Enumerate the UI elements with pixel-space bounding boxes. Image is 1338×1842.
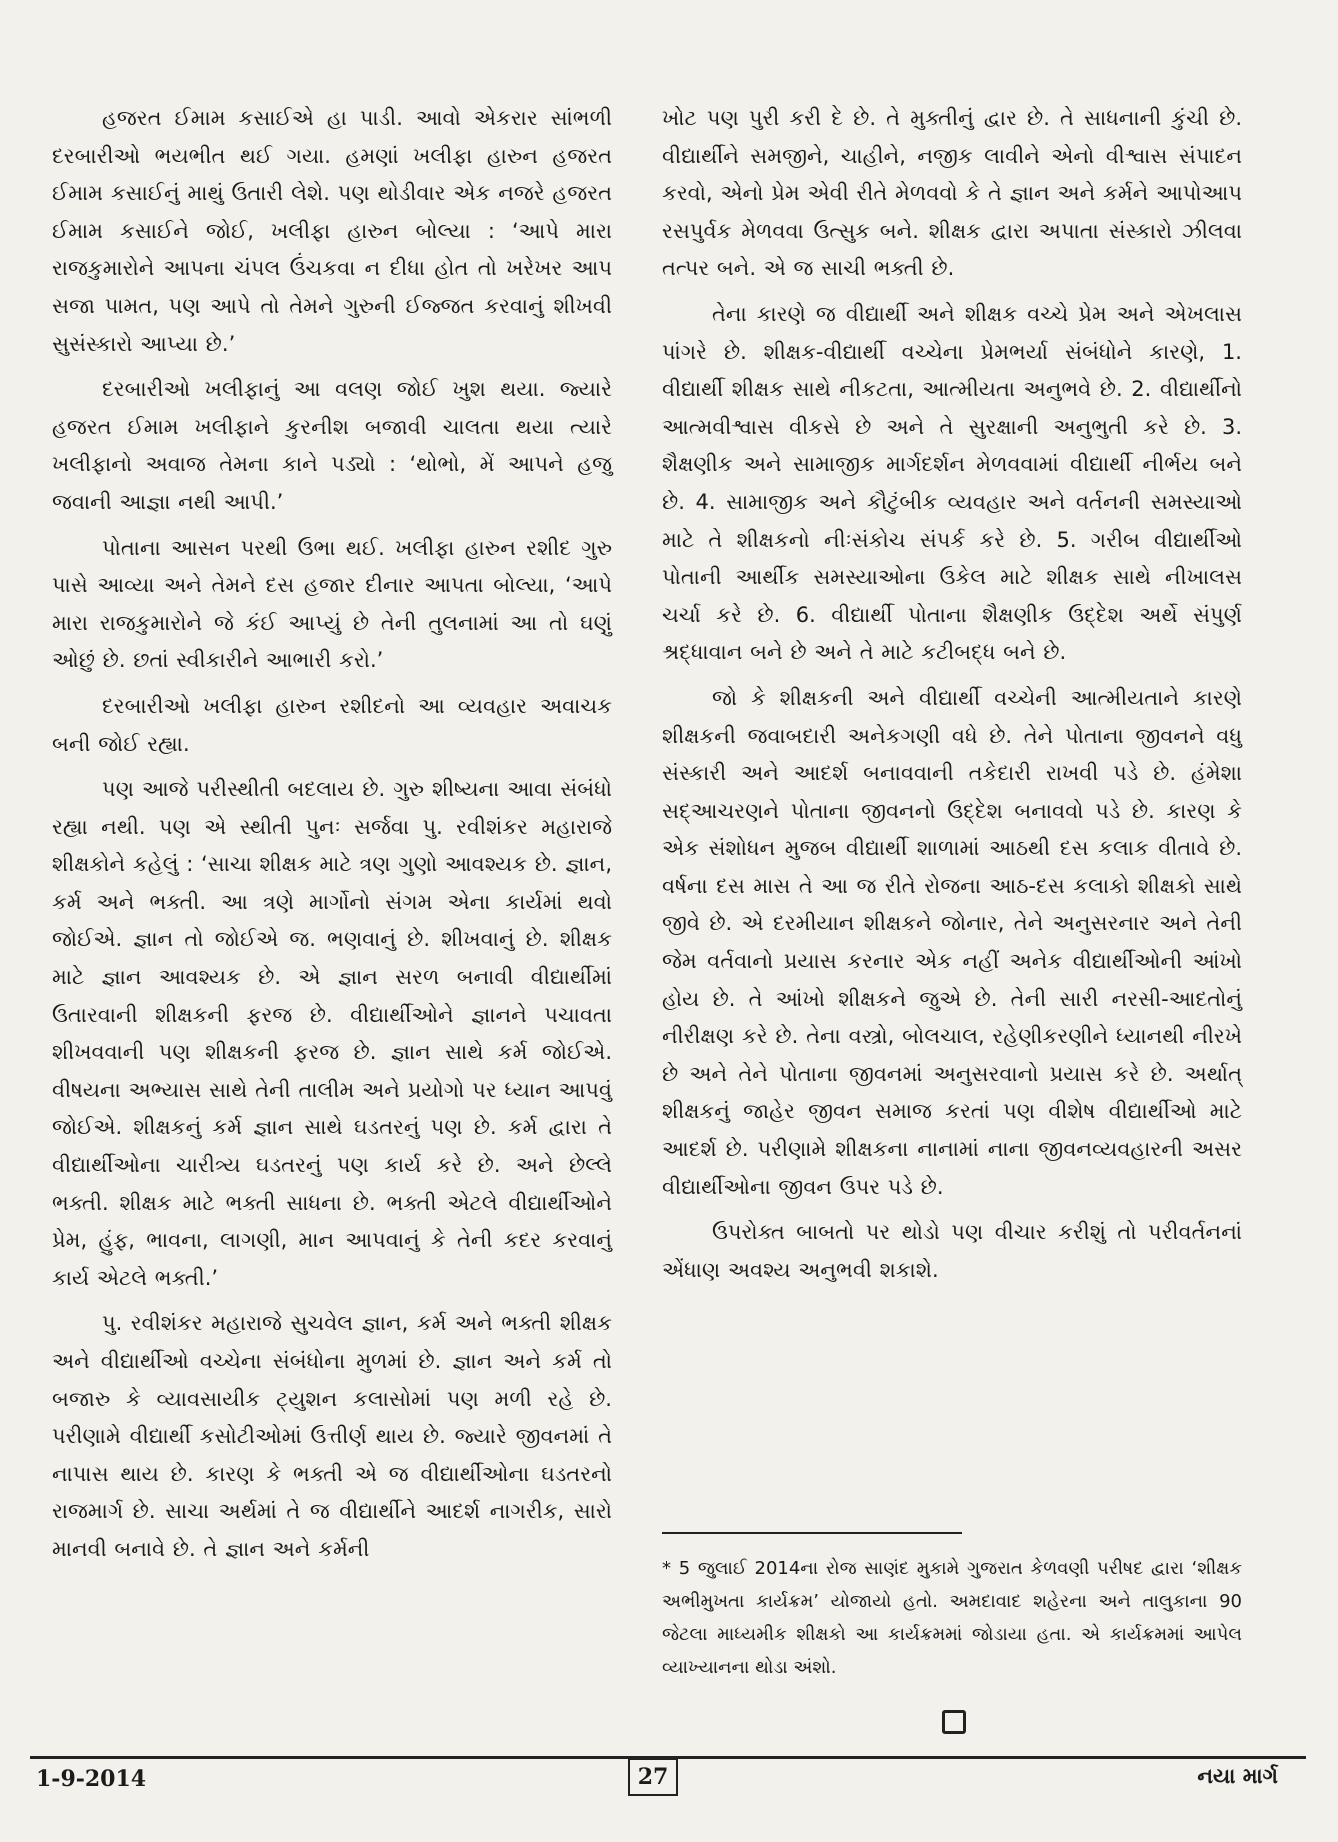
paragraph: પણ આજે પરીસ્થીતી બદલાય છે. ગુરુ શીષ્યના આવા સંબંધો રહ્યા નથી. પણ એ સ્થીતી પુનઃ સર્જવા પુ. રવીશંકર મહારાજે શીક્ષકોને કહેલું : ‘સાચા શીક્ષક માટે ત્રણ ગુણો આવશ્યક છે. જ્ઞાન, કર્મ અને ભક્તી. આ ત્રણે માર્ગોનો સંગમ એના કાર્યમાં થવો જોઈએ. જ્ઞાન તો જોઈએ જ. ભણવાનું છે. શીખવાનું છે. શીક્ષક માટે જ્ઞાન આવશ્યક છે. એ જ્ઞાન સરળ બનાવી વીદ્યાર્થીમાં ઉતારવાની શીક્ષકની ફરજ છે. વીદ્યાર્થીઓને જ્ઞાનને પચાવતા શીખવવાની પણ શીક્ષકની ફરજ છે. જ્ઞાન સાથે કર્મ જોઈએ. વીષયના અભ્યાસ સાથે તેની તાલીમ અને પ્રયોગો પર ધ્યાન આપવું જોઈએ. શીક્ષકનું કર્મ જ્ઞાન સાથે ઘડતરનું પણ છે. કર્મ દ્વારા તે વીદ્યાર્થીઓના ચારીત્ર્ય ઘડતરનું પણ કાર્ય કરે છે. અને છેલ્લે ભક્તી. શીક્ષક માટે ભક્તી સાધના છે. ભક્તી એટલે વીદ્યાર્થીઓને પ્રેમ, હુંફ, ભાવના, લાગણી, માન આપવાનું કે તેની કદર કરવાનું કાર્ય એટલે ભક્તી.’ (52, 777, 612, 1290)
footnote: * 5 જુલાઈ 2014ના રોજ સાણંદ મુકામે ગુજરાત કેળવણી પરીષદ દ્વારા ‘શીક્ષક અભીમુખતા કાર્યક્રમ’ યોજાયો હતો. અમદાવાદ શહેરના અને તાલુકાના 90 જેટલા માધ્યમીક શીક્ષકો આ કાર્યક્રમમાં જોડાયા હતા. એ કાર્યક્રમમાં આપેલ વ્યાખ્યાનના થોડા અંશો. (662, 1558, 1242, 1678)
paragraph: જો કે શીક્ષકની અને વીદ્યાર્થી વચ્ચેની આત્મીયતાને કારણે શીક્ષકની જવાબદારી અનેકગણી વધે છે. તેને પોતાના જીવનને વધુ સંસ્કારી અને આદર્શ બનાવવાની તકેદારી રાખવી પડે છે. હંમેશા સદ્આચરણને પોતાના જીવનનો ઉદ્દેશ બનાવવો પડે છે. કારણ કે એક સંશોધન મુજબ વીદ્યાર્થી શાળામાં આઠથી દસ કલાક વીતાવે છે. વર્ષના દસ માસ તે આ જ રીતે રોજના આઠ-દસ કલાકો શીક્ષકો સાથે જીવે છે. એ દરમીયાન શીક્ષકને જોનાર, તેને અનુસરનાર અને તેની જેમ વર્તવાનો પ્રયાસ કરનાર એક નહીં અનેક વીદ્યાર્થીઓની આંખો હોય છે. તે આંખો શીક્ષકને જુએ છે. તેની સારી નરસી-આદતોનું નીરીક્ષણ કરે છે. તેના વસ્ત્રો, બોલચાલ, રહેણીકરણીને ધ્યાનથી નીરખે છે અને તેને પોતાના જીવનમાં અનુસરવાનો પ્રયાસ કરે છે. અર્થાત્ શીક્ષકનું જાહેર જીવન સમાજ કરતાં પણ વીશેષ વીદ્યાર્થીઓ માટે આદર્શ છે. પરીણામે શીક્ષકના નાનામાં નાના જીવનવ્યવહારની અસર વીદ્યાર્થીઓના જીવન ઉપર પડે છે. (662, 685, 1242, 1199)
end-of-article-mark (942, 1710, 966, 1734)
paragraph: પુ. રવીશંકર મહારાજે સુચવેલ જ્ઞાન, કર્મ અને ભક્તી શીક્ષક અને વીદ્યાર્થીઓ વચ્ચેના સંબંધોના મુળમાં છે. જ્ઞાન અને કર્મ તો બજારુ કે વ્યાવસાયીક ટ્યુશન કલાસોમાં પણ મળી રહે છે. પરીણામે વીદ્યાર્થી કસોટીઓમાં ઉત્તીર્ણ થાય છે. જ્યારે જીવનમાં તે નાપાસ થાય છે. કારણ કે ભક્તી એ જ વીદ્યાર્થીઓના ઘડતરનો રાજમાર્ગ છે. સાચા અર્થમાં તે જ વીદ્યાર્થીને આદર્શ નાગરીક, સારો માનવી બનાવે છે. તે જ્ઞાન અને કર્મની (52, 1311, 612, 1561)
paragraph: તેના કારણે જ વીદ્યાર્થી અને શીક્ષક વચ્ચે પ્રેમ અને એખલાસ પાંગરે છે. શીક્ષક-વીદ્યાર્થી વચ્ચેના પ્રેમભર્યા સંબંધોને કારણે, 1. વીદ્યાર્થી શીક્ષક સાથે નીકટતા, આત્મીયતા અનુભવે છે. 2. વીદ્યાર્થીનો આત્મવીશ્વાસ વીકસે છે અને તે સુરક્ષાની અનુભુતી કરે છે. 3. શૈક્ષણીક અને સામાજીક માર્ગદર્શન મેળવવામાં વીદ્યાર્થી નીર્ભય બને છે. 4. સામાજીક અને કૌટુંબીક વ્યવહાર અને વર્તનની સમસ્યાઓ માટે તે શીક્ષકનો નીઃસંકોચ સંપર્ક કરે છે. 5. ગરીબ વીદ્યાર્થીઓ પોતાની આર્થીક સમસ્યાઓના ઉકેલ માટે શીક્ષક સાથે નીખાલસ ચર્ચા કરે છે. 6. વીદ્યાર્થી પોતાના શૈક્ષણીક ઉદ્દેશ અર્થે સંપુર્ણ શ્રદ્ધાવાન બને છે અને તે માટે કટીબદ્ધ બને છે. (662, 301, 1242, 665)
left-column (52, 100, 612, 1577)
paragraph: હજરત ઈમામ કસાઈએ હા પાડી. આવો એકરાર સાંભળી દરબારીઓ ભયભીત થઈ ગયા. હમણાં ખલીફા હારુન હજરત ઈમામ કસાઈનું માથું ઉતારી લેશે. પણ થોડીવાર એક નજરે હજરત ઈમામ કસાઈને જોઈ, ખલીફા હારુન બોલ્યા : ‘આપે મારા રાજકુમારોને આપના ચંપલ ઉંચકવા ન દીધા હોત તો ખરેખર આપ સજા પામત, પણ આપે તો તેમને ગુરુની ઈજ્જત કરવાનું શીખવી સુસંસ્કારો આપ્યા છે.’ (52, 106, 612, 356)
paragraph: ઉપરોક્ત બાબતો પર થોડો પણ વીચાર કરીશું તો પરીવર્તનનાં એંધાણ અવશ્ય અનુભવી શકાશે. (662, 1220, 1242, 1282)
paragraph: દરબારીઓ ખલીફાનું આ વલણ જોઈ ખુશ થયા. જ્યારે હજરત ઈમામ ખલીફાને કુરનીશ બજાવી ચાલતા થયા ત્યારે ખલીફાનો અવાજ તેમના કાને પડ્યો : ‘થોભો, મેં આપને હજુ જવાની આજ્ઞા નથી આપી.’ (52, 377, 612, 514)
footnote-divider (662, 1532, 962, 1534)
paragraph: ખોટ પણ પુરી કરી દે છે. તે મુક્તીનું દ્વાર છે. તે સાધનાની કુંચી છે. વીદ્યાર્થીને સમજીને, ચાહીને, નજીક લાવીને એનો વીશ્વાસ સંપાદન કરવો, એનો પ્રેમ એવી રીતે મેળવવો કે તે જ્ઞાન અને કર્મને આપોઆપ રસપુર્વક મેળવવા ઉત્સુક બને. શીક્ષક દ્વારા અપાતા સંસ્કારો ઝીલવા તત્પર બને. એ જ સાચી ભક્તી છે. (662, 106, 1242, 281)
footer-date: 1-9-2014 (36, 1766, 147, 1792)
page-number: 27 (628, 1758, 678, 1796)
paragraph: દરબારીઓ ખલીફા હારુન રશીદનો આ વ્યવહાર અવાચક બની જોઈ રહ્યા. (52, 693, 612, 756)
right-column (662, 100, 1242, 1297)
magazine-name: નયા માર્ગ (1197, 1764, 1278, 1788)
paragraph: પોતાના આસન પરથી ઉભા થઈ. ખલીફા હારુન રશીદ ગુરુ પાસે આવ્યા અને તેમને દસ હજાર દીનાર આપતા બોલ્યા, ‘આપે મારા રાજકુમારોને જે કંઈ આપ્યું છે તેની તુલનામાં આ તો ઘણું ઓછું છે. છતાં સ્વીકારીને આભારી કરો.’ (52, 535, 612, 673)
